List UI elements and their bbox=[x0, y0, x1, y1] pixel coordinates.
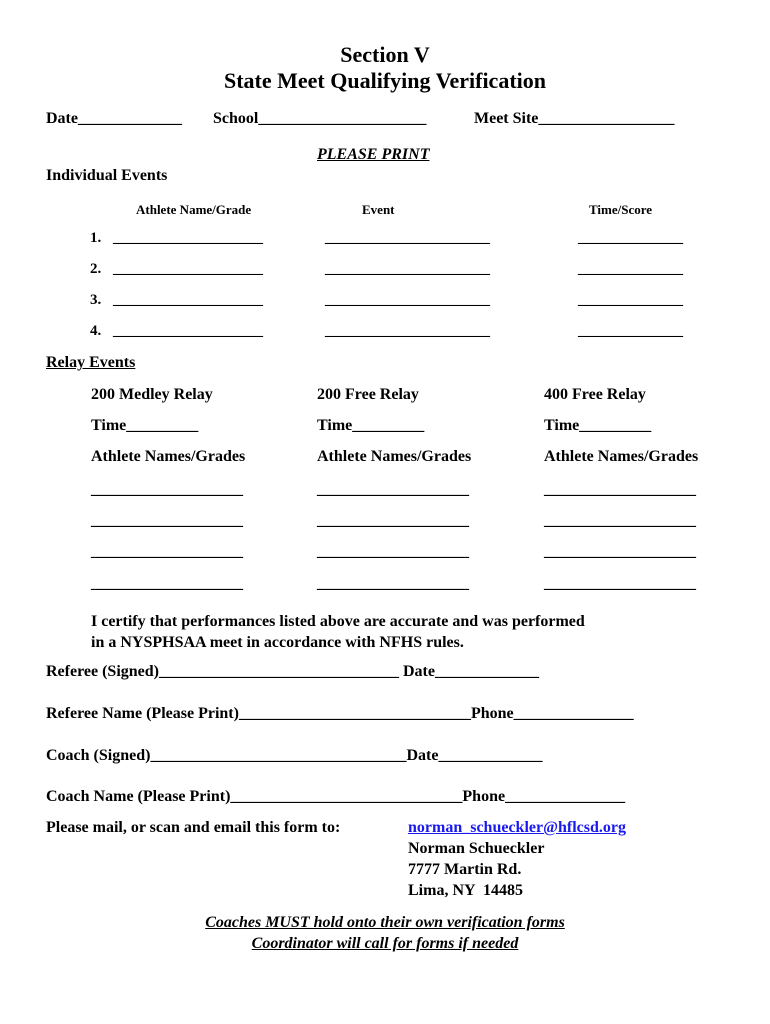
relay-athlete-line[interactable]: ___________________ bbox=[317, 543, 469, 560]
event-field[interactable]: ______________________ bbox=[325, 292, 490, 308]
row-number: 1. bbox=[90, 230, 102, 246]
col-time-score: Time/Score bbox=[589, 202, 653, 217]
relay-athlete-line[interactable]: ___________________ bbox=[91, 481, 243, 498]
page-title: State Meet Qualifying Verification bbox=[223, 68, 546, 93]
mail-instructions: Please mail, or scan and email this form to: bbox=[46, 819, 341, 836]
relay-events-heading: Relay Events bbox=[46, 354, 136, 371]
time-score-field[interactable]: ______________ bbox=[578, 261, 683, 277]
event-field[interactable]: ______________________ bbox=[325, 261, 490, 277]
footer-note-line2: Coordinator will call for forms if needed bbox=[251, 935, 519, 952]
relay-athlete-line[interactable]: ___________________ bbox=[91, 575, 243, 592]
relay-athlete-line[interactable]: ___________________ bbox=[544, 481, 696, 498]
contact-city: Lima, NY 14485 bbox=[408, 882, 523, 899]
row-number: 3. bbox=[90, 292, 102, 308]
athlete-field[interactable]: ____________________ bbox=[113, 261, 263, 277]
relay-athlete-line[interactable]: ___________________ bbox=[317, 481, 469, 498]
contact-name: Norman Schueckler bbox=[408, 840, 545, 857]
athlete-names-label: Athlete Names/Grades bbox=[317, 448, 472, 465]
coach-name-field[interactable]: Coach Name (Please Print)_____________________________Phone_______________ bbox=[46, 788, 626, 805]
event-field[interactable]: ______________________ bbox=[325, 323, 490, 339]
relay-athlete-line[interactable]: ___________________ bbox=[544, 543, 696, 560]
relay-time-field[interactable]: Time_________ bbox=[317, 417, 425, 434]
referee-signed-field[interactable]: Referee (Signed)______________________________ Date_____________ bbox=[46, 663, 539, 680]
meet-site-field[interactable]: Meet Site_________________ bbox=[474, 110, 675, 127]
footer-note-line1: Coaches MUST hold onto their own verification forms bbox=[205, 914, 565, 931]
athlete-field[interactable]: ____________________ bbox=[113, 323, 263, 339]
individual-events-heading: Individual Events bbox=[46, 167, 168, 184]
relay-time-field[interactable]: Time_________ bbox=[91, 417, 199, 434]
relay-athlete-line[interactable]: ___________________ bbox=[317, 575, 469, 592]
relay-athlete-line[interactable]: ___________________ bbox=[544, 575, 696, 592]
certify-statement-line2: in a NYSPHSAA meet in accordance with NFHS rules. bbox=[91, 634, 464, 651]
relay-name: 400 Free Relay bbox=[544, 386, 646, 403]
page-title-section: Section V bbox=[340, 42, 430, 67]
relay-name: 200 Medley Relay bbox=[91, 386, 213, 403]
time-score-field[interactable]: ______________ bbox=[578, 323, 683, 339]
athlete-field[interactable]: ____________________ bbox=[113, 230, 263, 246]
referee-name-field[interactable]: Referee Name (Please Print)_____________________________Phone_______________ bbox=[46, 705, 634, 722]
relay-athlete-line[interactable]: ___________________ bbox=[317, 512, 469, 529]
coach-signed-field[interactable]: Coach (Signed)________________________________Date_____________ bbox=[46, 747, 543, 764]
athlete-field[interactable]: ____________________ bbox=[113, 292, 263, 308]
date-field[interactable]: Date_____________ bbox=[46, 110, 182, 127]
event-field[interactable]: ______________________ bbox=[325, 230, 490, 246]
please-print-note: PLEASE PRINT bbox=[317, 146, 430, 163]
athlete-names-label: Athlete Names/Grades bbox=[91, 448, 246, 465]
relay-athlete-line[interactable]: ___________________ bbox=[91, 543, 243, 560]
certify-statement-line1: I certify that performances listed above are accurate and was performed bbox=[91, 613, 585, 630]
time-score-field[interactable]: ______________ bbox=[578, 230, 683, 246]
col-athlete-name-grade: Athlete Name/Grade bbox=[136, 202, 252, 217]
time-score-field[interactable]: ______________ bbox=[578, 292, 683, 308]
relay-time-field[interactable]: Time_________ bbox=[544, 417, 652, 434]
school-field[interactable]: School_____________________ bbox=[213, 110, 427, 127]
relay-athlete-line[interactable]: ___________________ bbox=[91, 512, 243, 529]
row-number: 4. bbox=[90, 323, 102, 339]
athlete-names-label: Athlete Names/Grades bbox=[544, 448, 699, 465]
col-event: Event bbox=[362, 202, 395, 217]
relay-name: 200 Free Relay bbox=[317, 386, 419, 403]
relay-athlete-line[interactable]: ___________________ bbox=[544, 512, 696, 529]
email-link[interactable]: norman_schueckler@hflcsd.org bbox=[408, 819, 626, 836]
row-number: 2. bbox=[90, 261, 102, 277]
contact-street: 7777 Martin Rd. bbox=[408, 861, 522, 878]
